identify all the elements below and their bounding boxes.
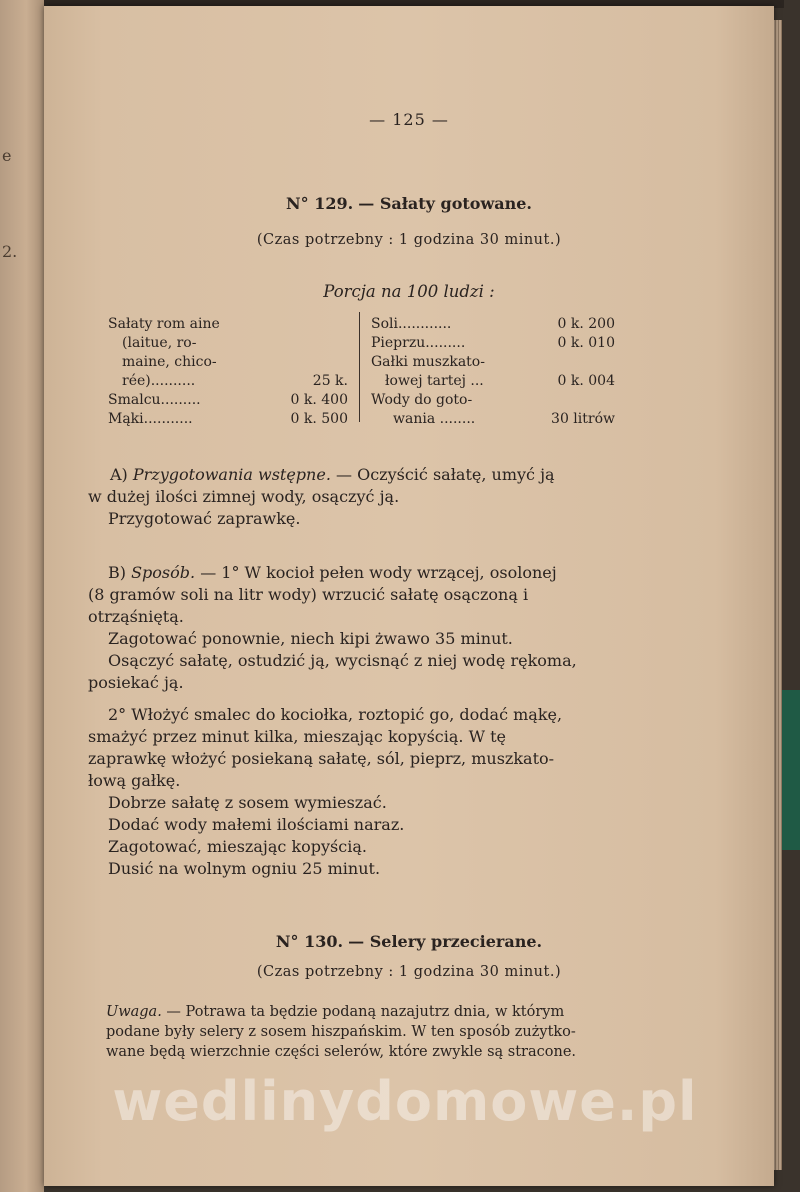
watermark: wedlinydomowe.pl — [112, 1070, 698, 1133]
text-line: Osączyć sałatę, ostudzić ją, wycisnąć z niej wodę rękoma, — [108, 651, 577, 670]
ingredient-row: rée).......... 25 k. — [122, 373, 348, 389]
section-a-title: Przygotowania wstępne. — [132, 465, 331, 484]
text-line: Zagotować, mieszając kopyścią. — [108, 837, 367, 856]
text-line: wane będą wierzchnie części selerów, które zwykle są stracone. — [106, 1044, 577, 1060]
time-note: (Czas potrzebny : 1 godzina 30 minut.) — [256, 232, 562, 248]
column-divider — [359, 312, 360, 422]
uwaga-label: Uwaga. — [106, 1004, 162, 1020]
recipe-number: N° 130. — [275, 932, 344, 951]
ingredient-row: Wody do goto- — [371, 392, 473, 408]
recipe-number: N° 129. — [286, 194, 354, 213]
ingredient-row: łowej tartej ... 0 k. 004 — [385, 373, 615, 389]
recipe-title: — Selery przecierane. — [348, 932, 543, 951]
text-line: podane były selery z sosem hiszpańskim. W ten sposób zużytko- — [106, 1024, 576, 1040]
text-line: Dusić na wolnym ogniu 25 minut. — [108, 859, 381, 878]
portion-heading: Porcja na 100 ludzi : — [323, 282, 495, 301]
section-b-paragraph — [88, 562, 688, 694]
section-b-title: Sposób. — [131, 563, 196, 582]
recipe-130-heading — [44, 932, 774, 951]
text-line: Dobrze sałatę z sosem wymieszać. — [108, 793, 387, 812]
left-page-fragment: 2. — [2, 242, 18, 261]
text-line: posiekać ją. — [88, 673, 184, 692]
recipe-129-heading — [44, 194, 774, 213]
recipe-title: — Sałaty gotowane. — [358, 194, 532, 213]
text-line: 2° Włożyć smalec do kociołka, roztopić go, dodać mąkę, — [108, 705, 563, 724]
ingredient-row: Sałaty rom aine — [108, 316, 220, 332]
text-line: Dodać wody małemi ilościami naraz. — [108, 815, 405, 834]
text-line: smażyć przez minut kilka, mieszając kopyścią. W tę — [88, 727, 507, 746]
text-line: otrząśniętą. — [88, 607, 184, 626]
text-line: B) Sposób. — 1° W kocioł pełen wody wrzącej, osolonej — [108, 563, 557, 582]
text-line: Zagotować ponownie, niech kipi żwawo 35 minut. — [108, 629, 513, 648]
book-page — [44, 6, 774, 1186]
text-line: w dużej ilości zimnej wody, osączyć ją. — [88, 487, 400, 506]
text-line: A) Przygotowania wstępne. — Oczyścić sałatę, umyć ją — [110, 465, 555, 484]
text-line: Przygotować zaprawkę. — [108, 509, 301, 528]
page-number: — 125 — — [369, 110, 449, 129]
text-line: Uwaga. — Potrawa ta będzie podaną nazajutrz dnia, w którym — [106, 1004, 565, 1020]
ingredient-row: Soli............ 0 k. 200 — [371, 316, 615, 332]
bookmark-tab — [782, 690, 800, 850]
ingredient-row: Pieprzu......... 0 k. 010 — [371, 335, 615, 351]
ingredient-row: Mąki........... 0 k. 500 — [108, 411, 348, 427]
ingredients-right-column — [371, 315, 615, 429]
section-a-paragraph — [88, 464, 688, 530]
text-line: (8 gramów soli na litr wody) wrzucić sałatę osączoną i — [88, 585, 529, 604]
ingredient-row: (laitue, ro- — [122, 335, 197, 351]
text-line: zaprawkę włożyć posiekaną sałatę, sól, pieprz, muszkato- — [88, 749, 555, 768]
ingredient-row: Gałki muszkato- — [371, 354, 485, 370]
ingredients-left-column — [108, 315, 348, 429]
ingredient-row: Smalcu......... 0 k. 400 — [108, 392, 348, 408]
ingredient-row: wania ........ 30 litrów — [393, 411, 615, 427]
time-note: (Czas potrzebny : 1 godzina 30 minut.) — [256, 964, 562, 980]
step-2-paragraph — [88, 704, 688, 880]
left-page-edge — [0, 0, 44, 1192]
uwaga-paragraph — [106, 1002, 686, 1062]
left-page-fragment: e — [2, 146, 12, 165]
ingredient-row: maine, chico- — [122, 354, 217, 370]
text-line: łową gałkę. — [88, 771, 181, 790]
